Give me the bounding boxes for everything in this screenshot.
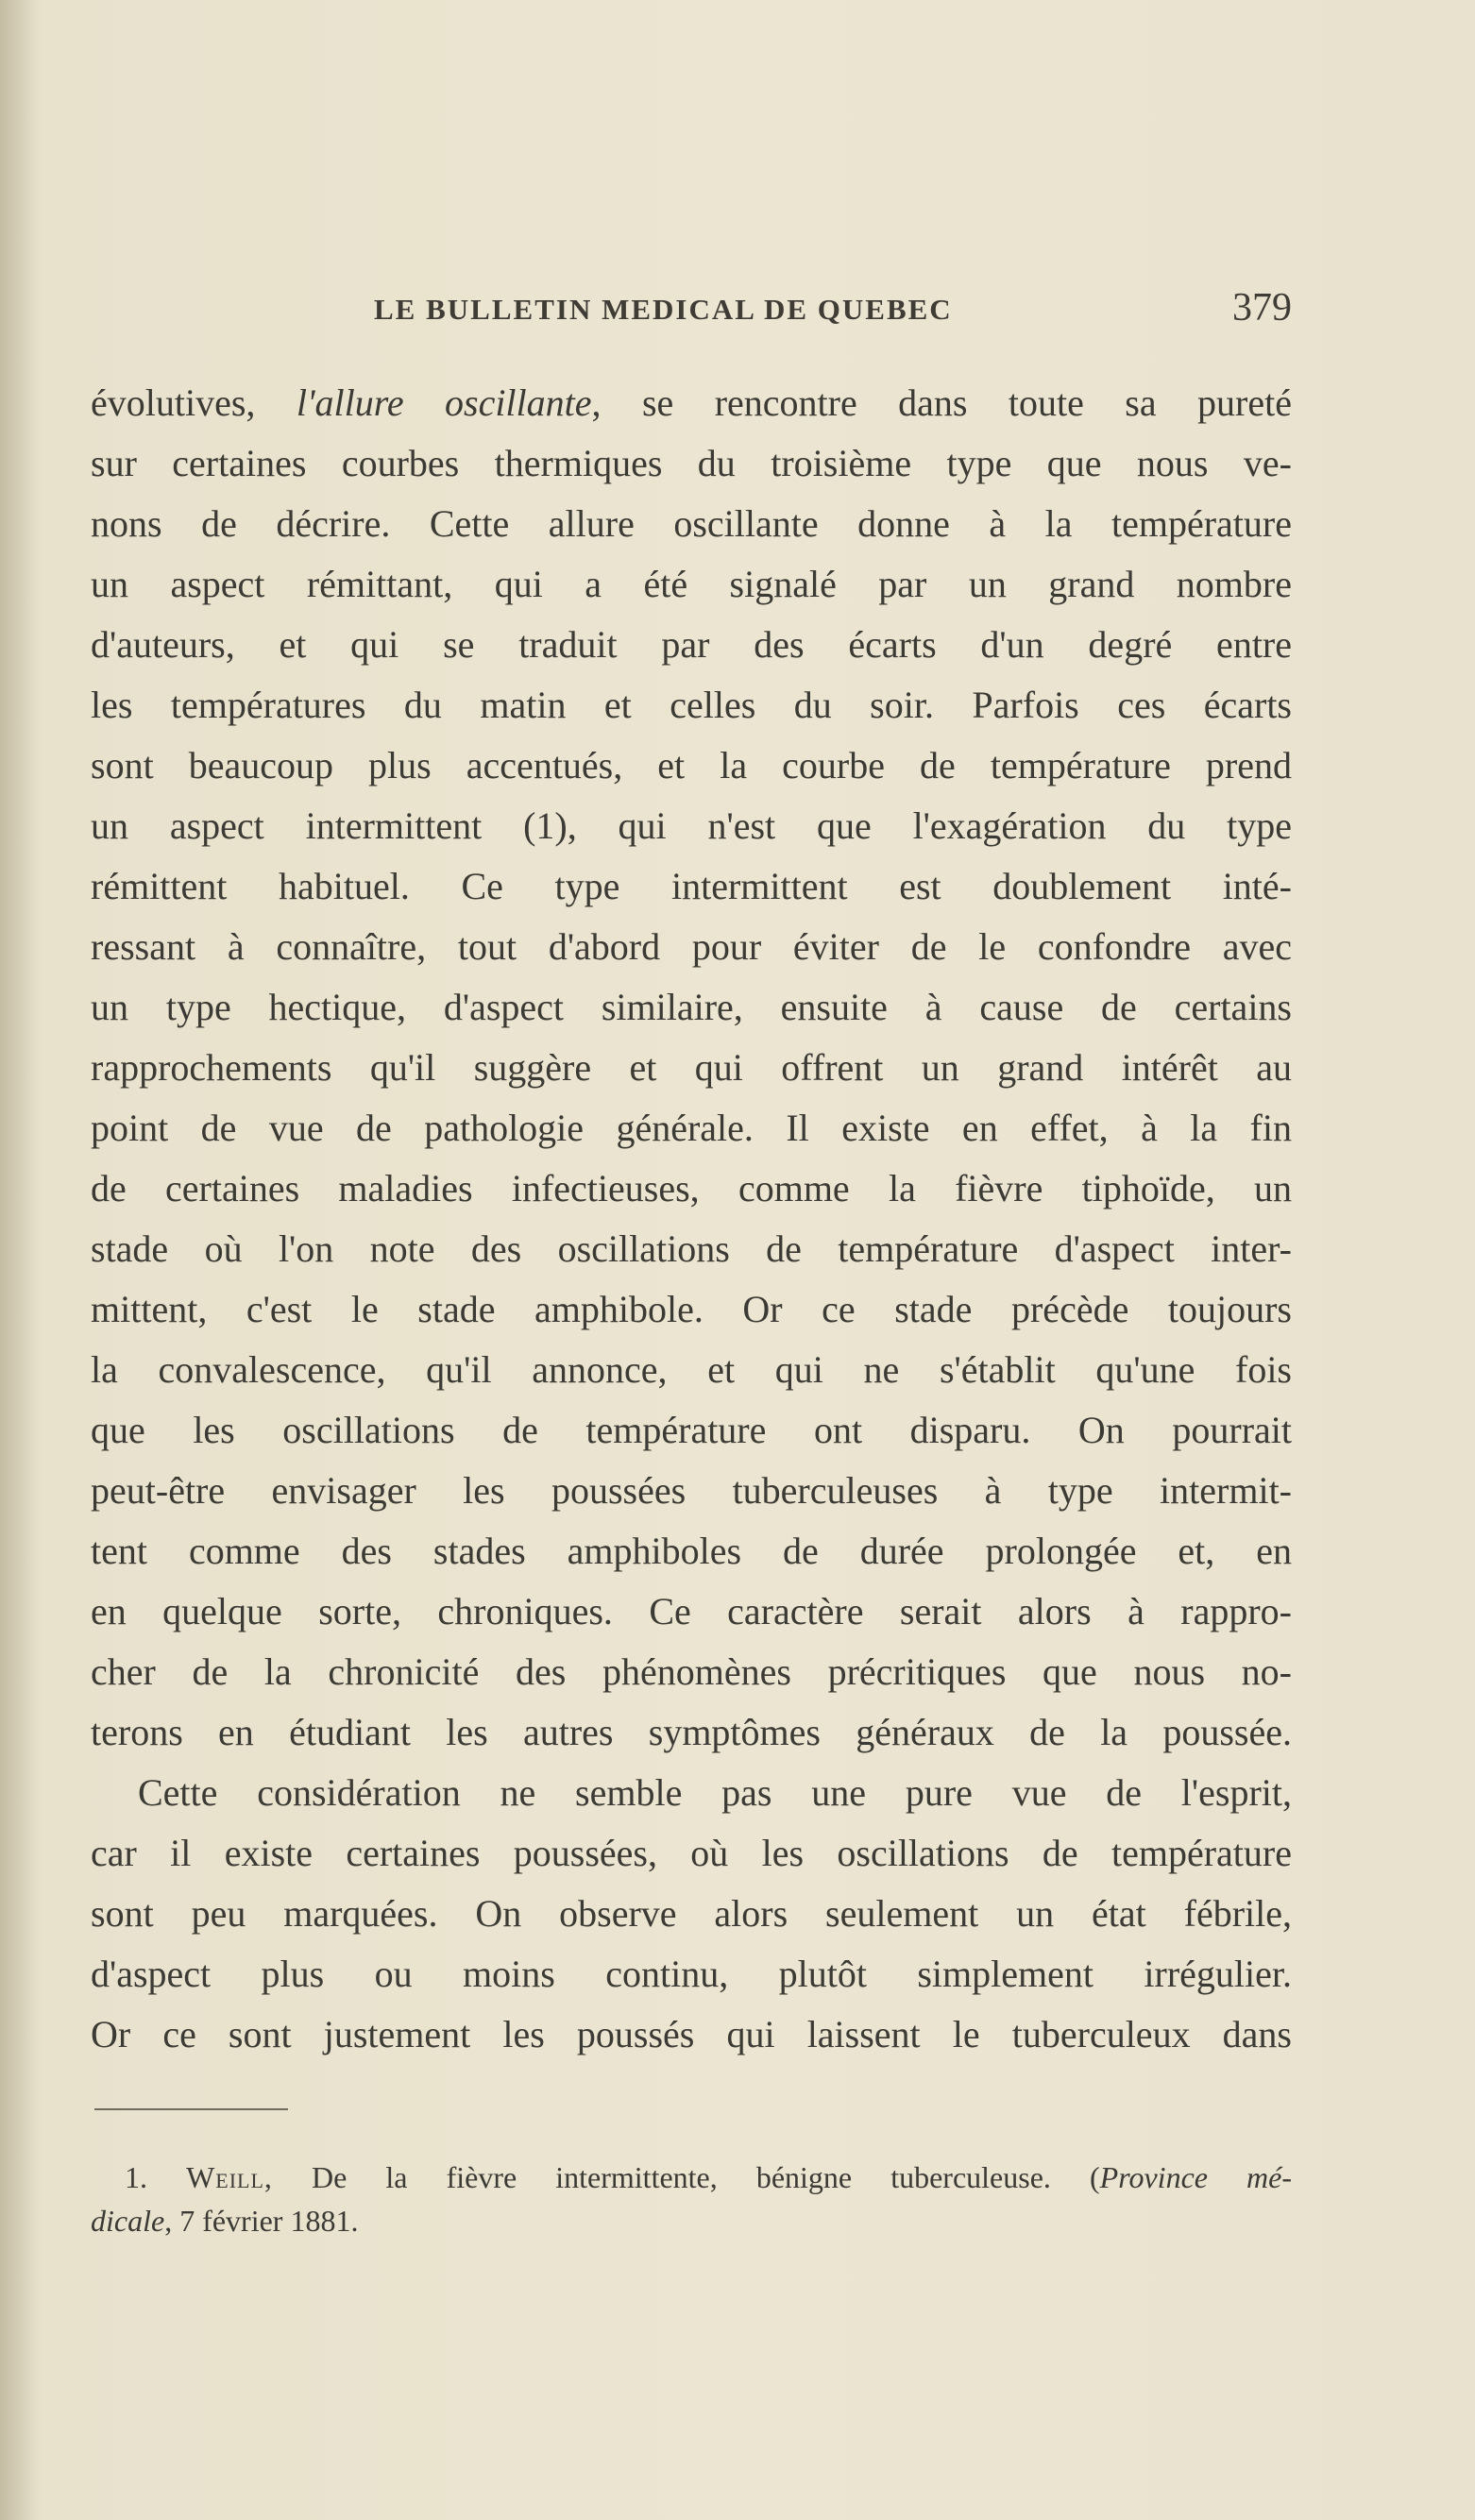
text-line: un aspect rémittant, qui a été signalé par un grand nombre bbox=[91, 563, 1292, 605]
text-line: cher de la chronicité des phénomènes précritiques que nous no- bbox=[91, 1650, 1292, 1693]
text-line: d'aspect plus ou moins continu, plutôt simplement irrégulier. bbox=[91, 1953, 1292, 1995]
text-line: les températures du matin et celles du soir. Parfois ces écarts bbox=[91, 684, 1292, 726]
text-line: Cette considération ne semble pas une pure vue de l'esprit, bbox=[138, 1771, 1292, 1814]
footnote-line bbox=[91, 2199, 1292, 2242]
text-line: évolutives, l'allure oscillante, se rencontre dans toute sa pureté bbox=[91, 381, 1292, 424]
text-line: ressant à connaître, tout d'abord pour éviter de le confondre avec bbox=[91, 925, 1292, 968]
footnote-divider bbox=[94, 2108, 288, 2110]
text-line: peut-être envisager les poussées tuberculeuses à type intermit- bbox=[91, 1469, 1292, 1512]
text-line: point de vue de pathologie générale. Il existe en effet, à la fin bbox=[91, 1107, 1292, 1149]
footnote-marker: 1. bbox=[125, 2160, 147, 2194]
text-line: en quelque sorte, chroniques. Ce caractère serait alors à rappro- bbox=[91, 1590, 1292, 1632]
page-edge-shadow bbox=[0, 0, 38, 2520]
footnote-title: De la fièvre intermittente, bénigne tuberculeuse. ( bbox=[272, 2160, 1100, 2194]
body-text bbox=[91, 373, 1292, 2065]
page-number: 379 bbox=[1232, 286, 1292, 330]
text-line: de certaines maladies infectieuses, comme la fièvre tiphoïde, un bbox=[91, 1167, 1292, 1209]
text-line: car il existe certaines poussées, où les oscillations de température bbox=[91, 1832, 1292, 1874]
text-line: nons de décrire. Cette allure oscillante donne à la température bbox=[91, 502, 1292, 545]
paragraph bbox=[91, 1763, 1292, 2065]
text-line: que les oscillations de température ont disparu. On pourrait bbox=[91, 1409, 1292, 1451]
text-line: sur certaines courbes thermiques du troisième type que nous ve- bbox=[91, 442, 1292, 484]
footnote-author: Weill, bbox=[186, 2160, 273, 2194]
footnote bbox=[91, 2156, 1292, 2242]
text-line: la convalescence, qu'il annonce, et qui ne s'établit qu'une fois bbox=[91, 1348, 1292, 1391]
text-line: Or ce sont justement les poussés qui laissent le tuberculeux dans bbox=[91, 2013, 1292, 2055]
text-line: mittent, c'est le stade amphibole. Or ce stade précède toujours bbox=[91, 1288, 1292, 1330]
text-line: terons en étudiant les autres symptômes généraux de la poussée. bbox=[91, 1711, 1292, 1753]
footnote-journal: Province mé- bbox=[1099, 2160, 1293, 2194]
footnote-journal-cont: dicale bbox=[91, 2204, 165, 2238]
text-line: rapprochements qu'il suggère et qui offrent un grand intérêt au bbox=[91, 1046, 1292, 1089]
page-header bbox=[91, 283, 1292, 340]
footnote-line bbox=[91, 2156, 1292, 2199]
text-line: un type hectique, d'aspect similaire, ensuite à cause de certains bbox=[91, 986, 1292, 1028]
text-line: un aspect intermittent (1), qui n'est que l'exagération du type bbox=[91, 804, 1292, 847]
running-title: LE BULLETIN MEDICAL DE QUEBEC bbox=[374, 293, 953, 326]
footnote-date: , 7 février 1881. bbox=[164, 2204, 359, 2238]
text-line: tent comme des stades amphiboles de durée prolongée et, en bbox=[91, 1530, 1292, 1572]
text-line: stade où l'on note des oscillations de température d'aspect inter- bbox=[91, 1227, 1292, 1270]
text-line: sont beaucoup plus accentués, et la courbe de température prend bbox=[91, 744, 1292, 786]
text-line: d'auteurs, et qui se traduit par des écarts d'un degré entre bbox=[91, 623, 1292, 666]
text-line: rémittent habituel. Ce type intermittent est doublement inté- bbox=[91, 865, 1292, 907]
paragraph bbox=[91, 373, 1292, 1763]
text-line: sont peu marquées. On observe alors seulement un état fébrile, bbox=[91, 1892, 1292, 1935]
